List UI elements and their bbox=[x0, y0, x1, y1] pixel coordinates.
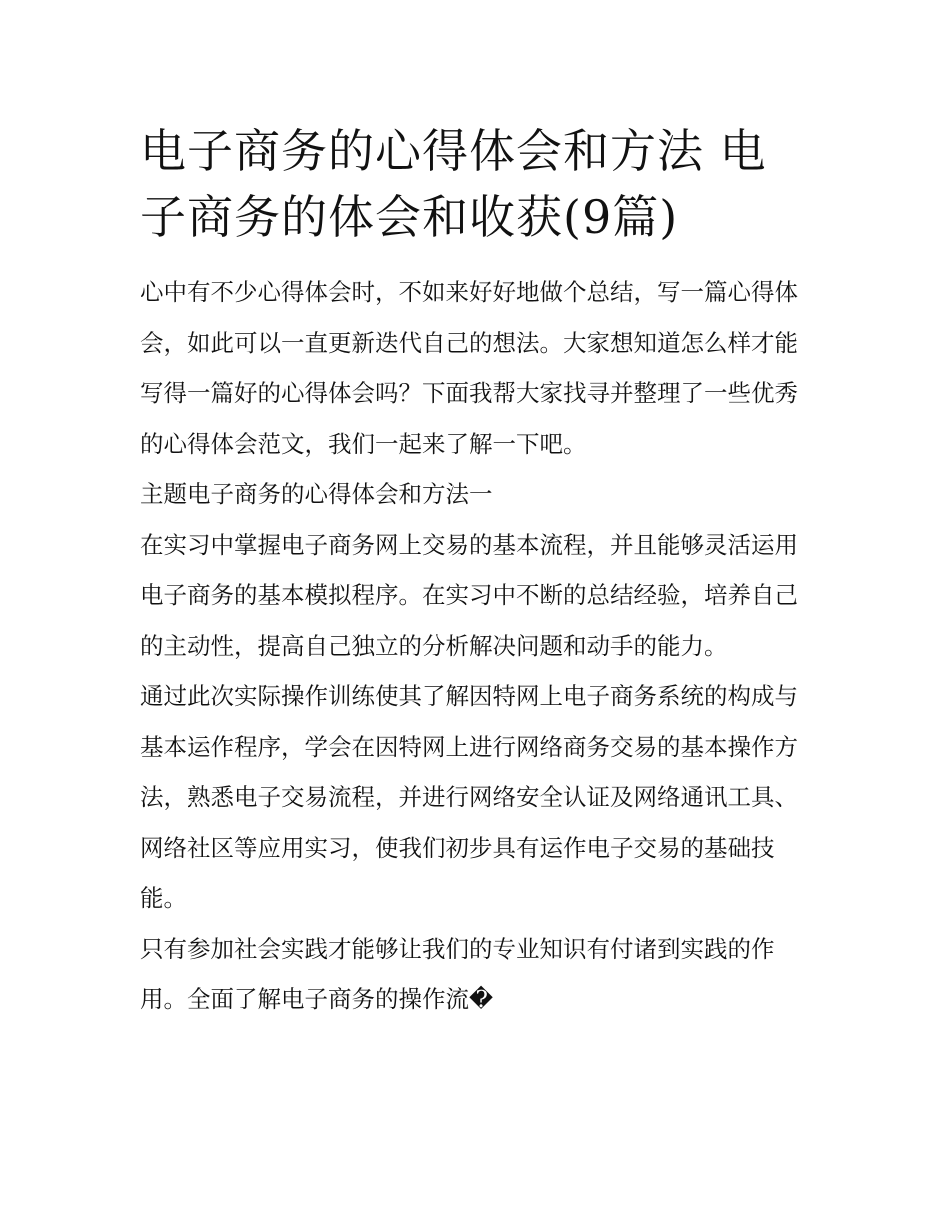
document-body bbox=[140, 118, 812, 1025]
body-paragraph: 在实习中掌握电子商务网上交易的基本流程，并且能够灵活运用电子商务的基本模拟程序。在实习中不断的总结经验，培养自己的主动性，提高自己独立的分析解决问题和动手的能力。 bbox=[140, 530, 798, 660]
body-paragraph: 只有参加社会实践才能够让我们的专业知识有付诸到实践的作用。全面了解电子商务的操作流� bbox=[140, 934, 775, 1013]
document-title: 电子商务的心得体会和方法 电子商务的体会和收获(9篇) bbox=[140, 124, 767, 244]
section-heading: 主题电子商务的心得体会和方法一 bbox=[140, 480, 493, 508]
intro-paragraph: 心中有不少心得体会时，不如来好好地做个总结，写一篇心得体会，如此可以一直更新迭代自己的想法。大家想知道怎么样才能写得一篇好的心得体会吗？下面我帮大家找寻并整理了一些优秀的心得体会范文，我们一起来了解一下吧。 bbox=[140, 278, 798, 458]
body-paragraph: 通过此次实际操作训练使其了解因特网上电子商务系统的构成与基本运作程序，学会在因特网上进行网络商务交易的基本操作方法，熟悉电子交易流程，并进行网络安全认证及网络通讯工具、网络社区等应用实习，使我们初步具有运作电子交易的基础技能。 bbox=[140, 682, 798, 912]
